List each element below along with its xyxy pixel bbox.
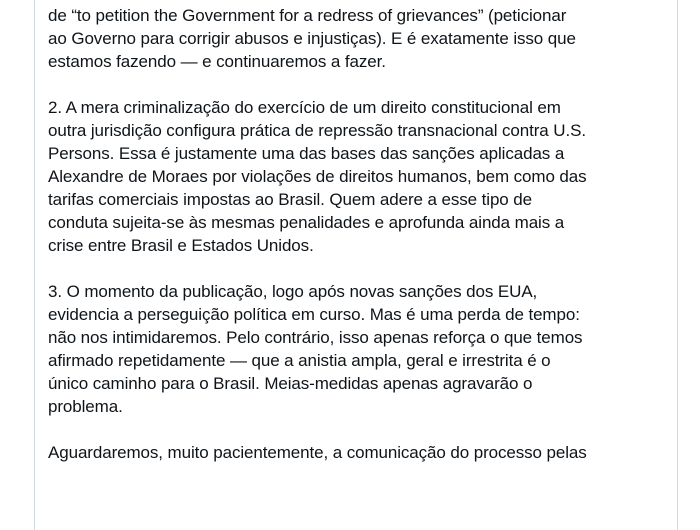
post-paragraph-intro: de “to petition the Government for a redress of grievances” (peticionar ao Governo para corrigir abusos e injustiças). E é exatamente isso que estamos fazendo — e continuaremos a fazer. [48, 6, 576, 71]
post-paragraph-closing: Aguardaremos, muito pacientemente, a comunicação do processo pelas [48, 443, 587, 462]
post-paragraph-3: 3. O momento da publicação, logo após novas sanções dos EUA, evidencia a perseguição política em curso. Mas é uma perda de tempo: não nos intimidaremos. Pelo contrário, isso apenas reforça o que temos afirmado repetidamente — que a anistia ampla, geral e irrestrita é o único caminho para o Brasil. Meias-medidas apenas agravarão o problema. [48, 282, 583, 416]
post-card [34, 0, 678, 530]
post-text [48, 4, 668, 487]
post-paragraph-2: 2. A mera criminalização do exercício de um direito constitucional em outra jurisdição configura prática de repressão transnacional contra U.S. Persons. Essa é justamente uma das bases das sanções aplicadas a Alexandre de Moraes por violações de direitos humanos, bem como das tarifas comerciais impostas ao Brasil. Quem adere a esse tipo de conduta sujeita-se às mesmas penalidades e aprofunda ainda mais a crise entre Brasil e Estados Unidos. [48, 98, 587, 255]
